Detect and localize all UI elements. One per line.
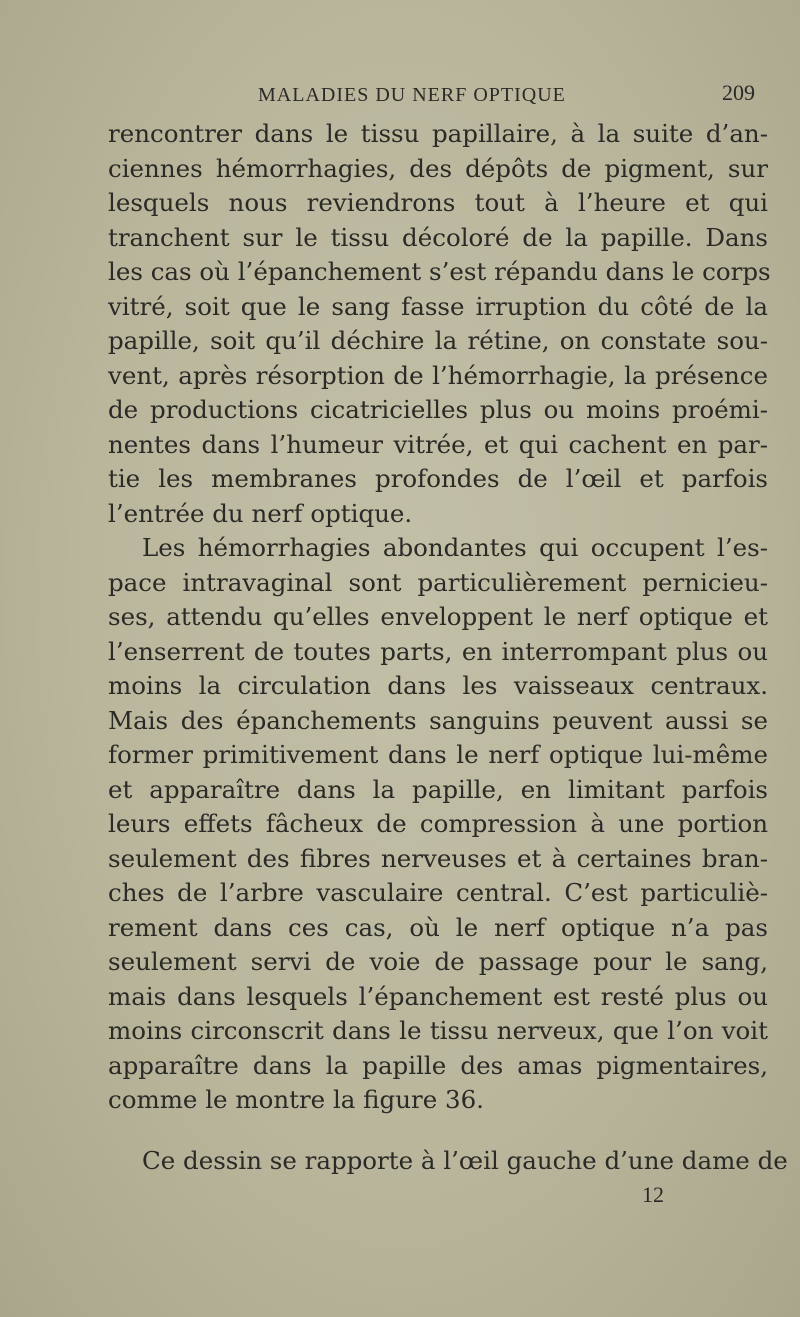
text-line: l’entrée du nerf optique. xyxy=(108,498,413,528)
text-line: ciennes hémorrhagies, des dépôts de pigment, sur xyxy=(108,153,768,183)
text-line: Mais des épanchements sanguins peuvent aussi se xyxy=(108,705,768,735)
signature-mark: 12 xyxy=(642,1182,664,1207)
text-line: ses, attendu qu’elles enveloppent le nerf optique et xyxy=(108,602,768,631)
text-line: vent, après résorption de l’hémorrhagie, la présence xyxy=(108,360,768,390)
page-header xyxy=(0,76,800,116)
text-line: vitré, soit que le sang fasse irruption du côté de la xyxy=(108,291,768,321)
text-line: de productions cicatricielles plus ou moins proémi- xyxy=(108,395,768,424)
text-line: et apparaître dans la papille, en limitant parfois xyxy=(108,774,768,804)
text-line: rencontrer dans le tissu papillaire, à la suite d’an- xyxy=(108,119,768,148)
text-line: comme le montre la figure 36. xyxy=(108,1085,484,1114)
text-line: former primitivement dans le nerf optique lui-même xyxy=(108,740,768,769)
text-line: moins circonscrit dans le tissu nerveux, que l’on voit xyxy=(108,1016,768,1045)
text-line: tie les membranes profondes de l’œil et parfois xyxy=(108,464,768,493)
paragraph-gap xyxy=(108,1118,768,1144)
text-line: Ce dessin se rapporte à l’œil gauche d’une dame de xyxy=(142,1145,788,1175)
page-number: 209 xyxy=(722,80,755,105)
text-line: leurs effets fâcheux de compression à une portion xyxy=(108,809,768,838)
text-line: rement dans ces cas, où le nerf optique n’a pas xyxy=(108,912,768,942)
paragraph xyxy=(108,531,768,1118)
text-line: seulement des fibres nerveuses et à certaines bran- xyxy=(108,843,768,873)
paragraph xyxy=(108,117,771,531)
text-line: tranchent sur le tissu décoloré de la papille. Dans xyxy=(108,222,768,252)
body-text xyxy=(108,117,788,1178)
text-line: seulement servi de voie de passage pour le sang, xyxy=(108,947,768,976)
text-line: l’enserrent de toutes parts, en interrompant plus ou xyxy=(108,636,768,666)
text-line: pace intravaginal sont particulièrement pernicieu- xyxy=(108,567,768,597)
paragraph xyxy=(108,1144,788,1179)
text-line: moins la circulation dans les vaisseaux centraux. xyxy=(108,671,768,700)
text-line: mais dans lesquels l’épanchement est resté plus ou xyxy=(108,981,768,1011)
text-line: lesquels nous reviendrons tout à l’heure et qui xyxy=(108,188,768,217)
text-line: nentes dans l’humeur vitrée, et qui cachent en par- xyxy=(108,429,768,459)
text-line: papille, soit qu’il déchire la rétine, on constate sou- xyxy=(108,326,768,355)
running-title: MALADIES DU NERF OPTIQUE xyxy=(258,84,566,106)
text-line: les cas où l’épanchement s’est répandu dans le corps xyxy=(108,257,771,286)
text-line: ches de l’arbre vasculaire central. C’est particuliè- xyxy=(108,878,768,907)
text-line: apparaître dans la papille des amas pigmentaires, xyxy=(108,1050,768,1080)
text-line: Les hémorrhagies abondantes qui occupent l’es- xyxy=(142,533,768,562)
